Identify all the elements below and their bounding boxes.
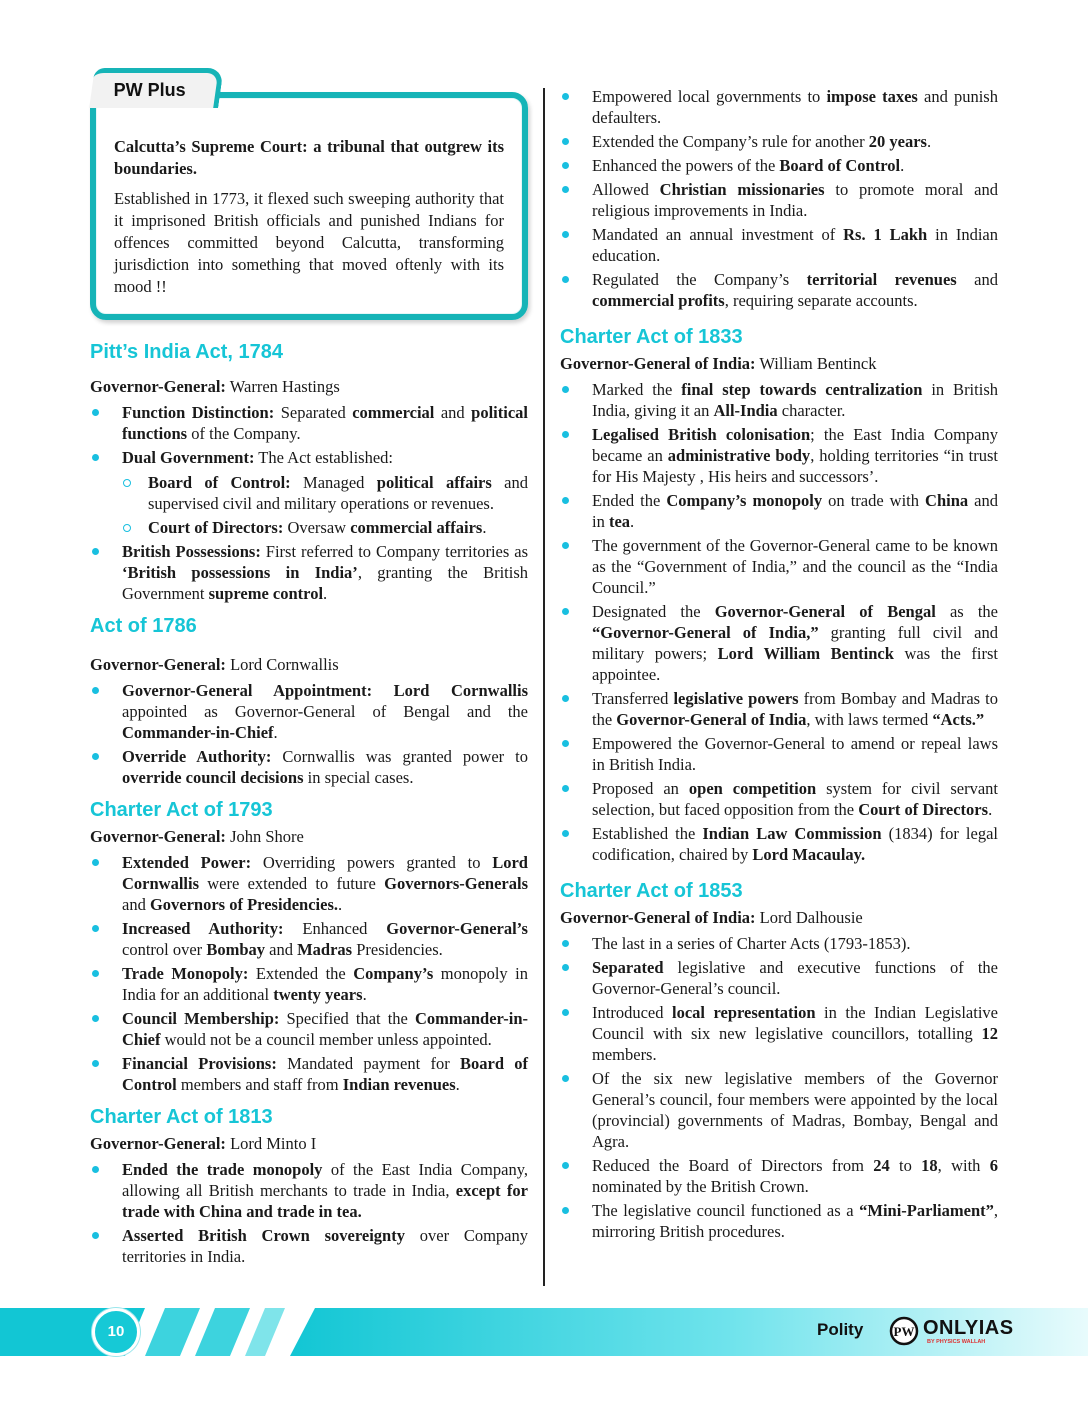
list-item: The government of the Governor-General came to be known as the “Government of India,” and the council as the “India Council.”: [560, 535, 998, 598]
svg-text:PW: PW: [893, 1324, 915, 1339]
left-column: [90, 80, 528, 1277]
list-item: Allowed Christian missionaries to promote moral and religious improvements in India.: [560, 179, 998, 221]
governor-general-line: Governor-General of India: William Bentinck: [560, 354, 877, 373]
list-item: Asserted British Crown sovereignty over Company territories in India.: [90, 1225, 528, 1267]
sub-list-item: Board of Control: Managed political affairs and supervised civil and military operations or revenues.: [122, 472, 528, 514]
section-title-act-1786: Act of 1786: [90, 615, 197, 637]
pw-plus-body: Established in 1773, it flexed such sweeping authority that it imprisoned British officials and punished Indians for offences committed beyond Calcutta, transforming jurisdiction into something that moved oftenly with its mood !!: [114, 189, 504, 296]
section-title-charter-1853: Charter Act of 1853: [560, 880, 743, 902]
column-divider: [543, 88, 545, 1286]
list-item: Council Membership: Specified that the Commander-in-Chief would not be a council member unless appointed.: [90, 1008, 528, 1050]
brand-subtitle: BY PHYSICS WALLAH: [927, 1339, 986, 1345]
charter-1813-continued-bullets: [560, 86, 998, 311]
list-item: Extended Power: Overriding powers granted to Lord Cornwallis were extended to future Governors-Generals and Governors of Presidencies..: [90, 852, 528, 915]
list-item: Function Distinction: Separated commercial and political functions of the Company.: [90, 402, 528, 444]
list-item: Enhanced the powers of the Board of Control.: [560, 155, 998, 176]
list-item: Ended the Company’s monopoly on trade with China and in tea.: [560, 490, 998, 532]
list-item: Mandated an annual investment of Rs. 1 Lakh in Indian education.: [560, 224, 998, 266]
pw-plus-title: Calcutta’s Supreme Court: a tribunal that outgrew its boundaries.: [114, 137, 504, 178]
section-title-charter-1793: Charter Act of 1793: [90, 799, 273, 821]
governor-general-line: Governor-General: John Shore: [90, 827, 304, 846]
section-title-pitt: Pitt’s India Act, 1784: [90, 341, 284, 363]
pitt-bullets: [90, 402, 528, 604]
list-item: Ended the trade monopoly of the East India Company, allowing all British merchants to trade in India, except for trade with China and trade in tea.: [90, 1159, 528, 1222]
list-item: Transferred legislative powers from Bombay and Madras to the Governor-General of India, with laws termed “Acts.”: [560, 688, 998, 730]
pw-logo-icon: [889, 1316, 919, 1346]
list-item: Dual Government: The Act established: Board of Control: Managed political affairs and supervised civil and military operations or revenues. Court of Directors: Oversaw commercial affairs.: [90, 447, 528, 538]
list-item: Marked the final step towards centralization in British India, giving it an All-India character.: [560, 379, 998, 421]
list-item: Designated the Governor-General of Bengal as the “Governor-General of India,” granting full civil and military powers; Lord William Bentinck was the first appointee.: [560, 601, 998, 685]
list-item: Established the Indian Law Commission (1834) for legal codification, chaired by Lord Macaulay.: [560, 823, 998, 865]
list-item: The legislative council functioned as a “Mini-Parliament”, mirroring British procedures.: [560, 1200, 998, 1242]
list-item: Increased Authority: Enhanced Governor-General’s control over Bombay and Madras Presidencies.: [90, 918, 528, 960]
sub-list-item: Court of Directors: Oversaw commercial affairs.: [122, 517, 528, 538]
list-item: The last in a series of Charter Acts (1793-1853).: [560, 933, 998, 954]
charter-1793-bullets: [90, 852, 528, 1095]
charter-1813-bullets: [90, 1159, 528, 1267]
right-column: [560, 86, 998, 1252]
charter-1853-bullets: [560, 933, 998, 1242]
list-item: Legalised British colonisation; the East India Company became an administrative body, holding territories “in trust for His Majesty , His heirs and successors’.: [560, 424, 998, 487]
pw-plus-box: [90, 80, 528, 320]
page-footer: [0, 1300, 1088, 1360]
list-item: Of the six new legislative members of the Governor General’s council, four members were appointed by the local (provincial) governments of Madras, Bombay, Bengal and Agra.: [560, 1068, 998, 1152]
brand-name: ONLYIAS: [923, 1317, 1014, 1339]
list-item: Empowered local governments to impose taxes and punish defaulters.: [560, 86, 998, 128]
list-item: Empowered the Governor-General to amend or repeal laws in British India.: [560, 733, 998, 775]
list-item: Regulated the Company’s territorial revenues and commercial profits, requiring separate accounts.: [560, 269, 998, 311]
pw-plus-tab: PW Plus: [89, 68, 224, 108]
list-item: Trade Monopoly: Extended the Company’s monopoly in India for an additional twenty years.: [90, 963, 528, 1005]
governor-general-line: Governor-General: Warren Hastings: [90, 377, 340, 396]
governor-general-line: Governor-General: Lord Cornwallis: [90, 655, 339, 674]
charter-1833-bullets: [560, 379, 998, 865]
list-item: Introduced local representation in the Indian Legislative Council with six new legislative councillors, totalling 12 members.: [560, 1002, 998, 1065]
list-item: Financial Provisions: Mandated payment for Board of Control members and staff from Indian revenues.: [90, 1053, 528, 1095]
list-item: Override Authority: Cornwallis was granted power to override council decisions in special cases.: [90, 746, 528, 788]
subject-label: Polity: [817, 1320, 864, 1339]
list-item: Proposed an open competition system for civil servant selection, but faced opposition from the Court of Directors.: [560, 778, 998, 820]
list-item: British Possessions: First referred to Company territories as ‘British possessions in India’, granting the British Government supreme control.: [90, 541, 528, 604]
governor-general-line: Governor-General of India: Lord Dalhousie: [560, 908, 863, 927]
page-number: 10: [92, 1308, 140, 1356]
list-item: Extended the Company’s rule for another 20 years.: [560, 131, 998, 152]
sub-list: [122, 472, 528, 538]
governor-general-line: Governor-General: Lord Minto I: [90, 1134, 317, 1153]
section-title-charter-1813: Charter Act of 1813: [90, 1106, 273, 1128]
list-item: Reduced the Board of Directors from 24 to 18, with 6 nominated by the British Crown.: [560, 1155, 998, 1197]
list-item: Governor-General Appointment: Lord Cornwallis appointed as Governor-General of Bengal and the Commander-in-Chief.: [90, 680, 528, 743]
act-1786-bullets: [90, 680, 528, 788]
section-title-charter-1833: Charter Act of 1833: [560, 326, 743, 348]
list-item: Separated legislative and executive functions of the Governor-General’s council.: [560, 957, 998, 999]
